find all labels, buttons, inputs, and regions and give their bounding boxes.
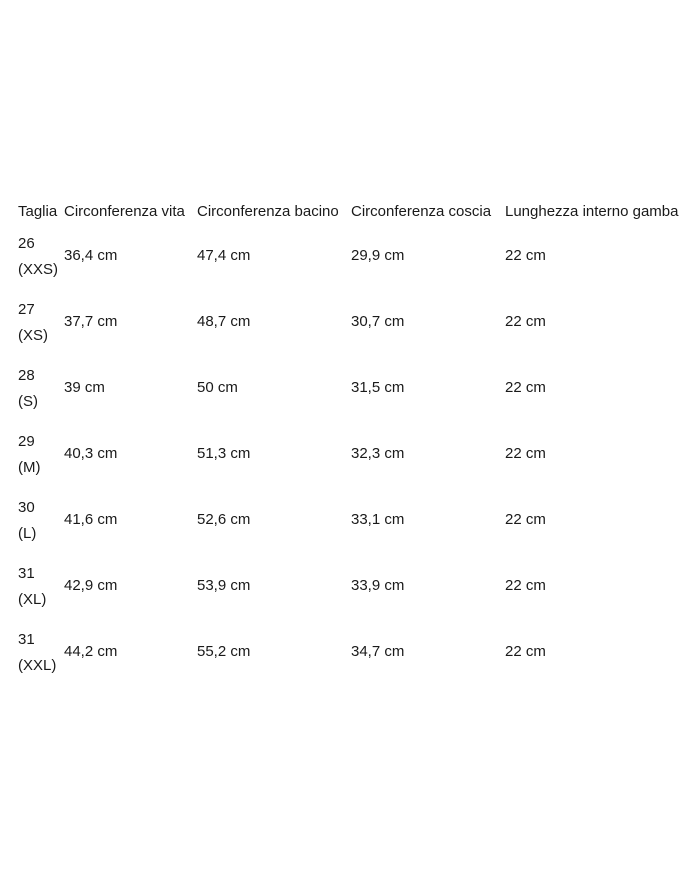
thigh-cell: 30,7 cm	[351, 313, 405, 330]
size-label: (S)	[18, 393, 38, 410]
size-cell	[18, 495, 64, 547]
hip-cell: 53,9 cm	[197, 577, 251, 594]
thigh-cell: 31,5 cm	[351, 379, 405, 396]
hip-cell: 48,7 cm	[197, 313, 251, 330]
size-label: (XXL)	[18, 657, 57, 674]
size-number: 28	[18, 367, 35, 384]
thigh-cell: 33,9 cm	[351, 577, 405, 594]
inseam-cell: 22 cm	[505, 511, 546, 528]
hip-cell: 50 cm	[197, 379, 238, 396]
waist-cell: 37,7 cm	[64, 313, 118, 330]
inseam-cell: 22 cm	[505, 643, 546, 660]
size-number: 31	[18, 631, 35, 648]
table-row	[18, 231, 690, 297]
waist-cell: 40,3 cm	[64, 445, 118, 462]
hip-cell: 47,4 cm	[197, 247, 251, 264]
header-size: Taglia	[18, 202, 58, 220]
waist-cell: 39 cm	[64, 379, 105, 396]
size-label: (M)	[18, 459, 41, 476]
inseam-cell: 22 cm	[505, 577, 546, 594]
table-row	[18, 429, 690, 495]
hip-cell: 55,2 cm	[197, 643, 251, 660]
size-cell	[18, 561, 64, 613]
waist-cell: 41,6 cm	[64, 511, 118, 528]
inseam-cell: 22 cm	[505, 445, 546, 462]
size-label: (XS)	[18, 327, 48, 344]
size-cell	[18, 627, 64, 679]
thigh-cell: 32,3 cm	[351, 445, 405, 462]
size-label: (L)	[18, 525, 37, 542]
size-cell	[18, 231, 64, 283]
header-thigh: Circonferenza coscia	[351, 202, 492, 220]
table-row	[18, 495, 690, 561]
thigh-cell: 33,1 cm	[351, 511, 405, 528]
table-header-row	[18, 191, 690, 231]
size-cell	[18, 297, 64, 349]
size-number: 30	[18, 499, 35, 516]
thigh-cell: 29,9 cm	[351, 247, 405, 264]
waist-cell: 36,4 cm	[64, 247, 118, 264]
size-label: (XL)	[18, 591, 47, 608]
header-inseam: Lunghezza interno gamba	[505, 202, 679, 220]
waist-cell: 42,9 cm	[64, 577, 118, 594]
size-cell	[18, 363, 64, 415]
size-number: 27	[18, 301, 35, 318]
table-row	[18, 363, 690, 429]
header-hip: Circonferenza bacino	[197, 202, 339, 220]
size-chart-table	[18, 191, 690, 693]
inseam-cell: 22 cm	[505, 379, 546, 396]
waist-cell: 44,2 cm	[64, 643, 118, 660]
hip-cell: 51,3 cm	[197, 445, 251, 462]
table-row	[18, 627, 690, 693]
size-number: 31	[18, 565, 35, 582]
thigh-cell: 34,7 cm	[351, 643, 405, 660]
size-number: 26	[18, 235, 35, 252]
size-label: (XXS)	[18, 261, 59, 278]
hip-cell: 52,6 cm	[197, 511, 251, 528]
size-number: 29	[18, 433, 35, 450]
inseam-cell: 22 cm	[505, 313, 546, 330]
table-row	[18, 561, 690, 627]
header-waist: Circonferenza vita	[64, 202, 185, 220]
table-row	[18, 297, 690, 363]
inseam-cell: 22 cm	[505, 247, 546, 264]
size-cell	[18, 429, 64, 481]
